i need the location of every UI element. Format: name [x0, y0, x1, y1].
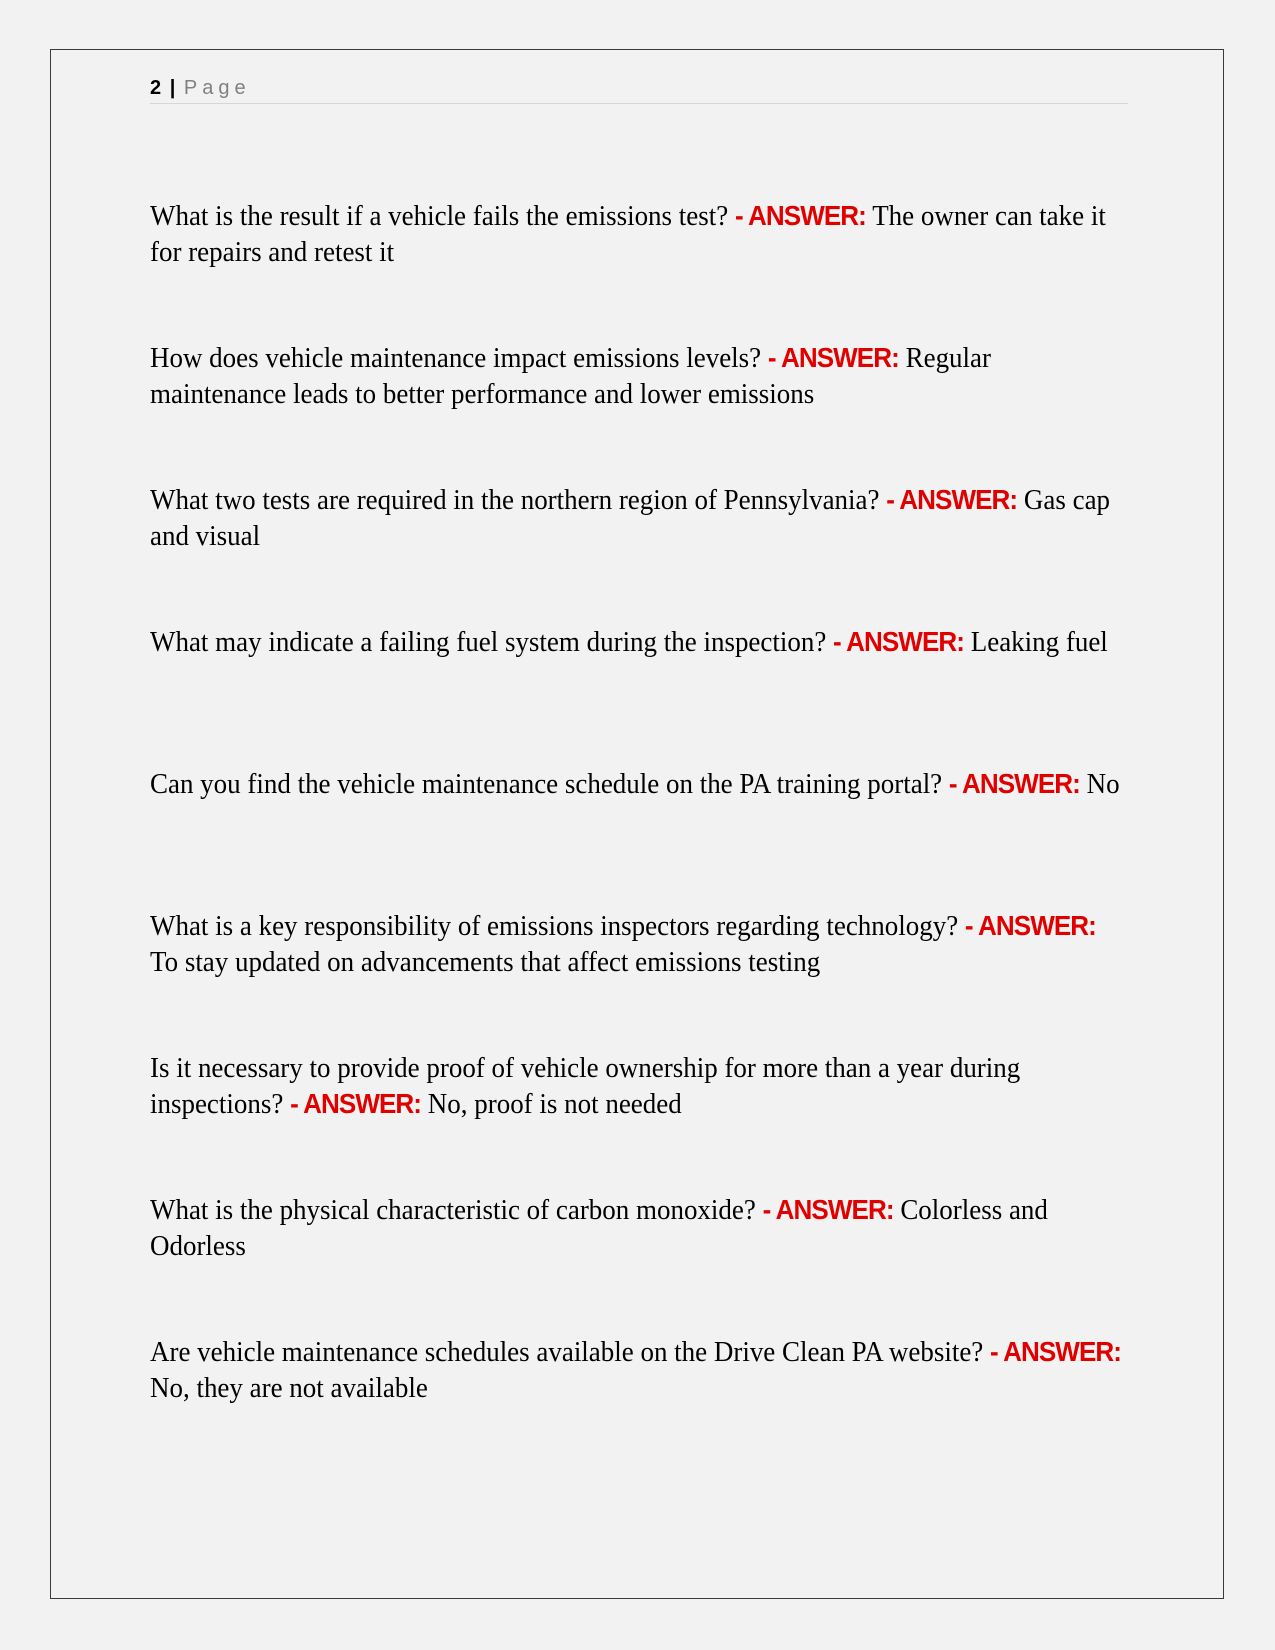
question-text: What may indicate a failing fuel system during the inspection?: [150, 626, 827, 658]
page-header: [150, 74, 1128, 104]
answer-text: No, they are not available: [150, 1372, 428, 1404]
question-text: Can you find the vehicle maintenance schedule on the PA training portal?: [150, 768, 943, 800]
question-text: What is the physical characteristic of carbon monoxide?: [150, 1194, 756, 1226]
answer-text: Regular maintenance leads to better performance and lower emissions: [150, 342, 991, 410]
question-text: What two tests are required in the northern region of Pennsylvania?: [150, 484, 880, 516]
answer-label: - ANSWER:: [734, 200, 866, 231]
answer-label: - ANSWER:: [948, 768, 1080, 799]
question-text: Are vehicle maintenance schedules available on the Drive Clean PA website?: [150, 1336, 984, 1368]
answer-label: - ANSWER:: [833, 626, 965, 657]
answer-text: Leaking fuel: [970, 626, 1108, 658]
answer-text: The owner can take it for repairs and retest it: [150, 200, 1106, 268]
qa-item: [150, 1050, 1130, 1192]
qa-item: [150, 624, 1130, 766]
qa-item: [150, 1334, 1130, 1476]
answer-label: - ANSWER:: [886, 484, 1018, 515]
answer-text: No: [1086, 768, 1120, 800]
answer-text: Colorless and Odorless: [150, 1194, 1048, 1262]
answer-text: Gas cap and visual: [150, 484, 1111, 552]
qa-item: [150, 198, 1130, 340]
answer-label: - ANSWER:: [290, 1088, 422, 1119]
answer-text: No, proof is not needed: [427, 1088, 682, 1120]
question-text: What is a key responsibility of emissions inspectors regarding technology?: [150, 910, 959, 942]
question-text: How does vehicle maintenance impact emissions levels?: [150, 342, 762, 374]
question-text: What is the result if a vehicle fails the emissions test?: [150, 200, 729, 232]
answer-text: To stay updated on advancements that affect emissions testing: [150, 946, 821, 978]
qa-item: [150, 340, 1130, 482]
page-word: Page: [183, 77, 251, 99]
qa-item: [150, 908, 1130, 1050]
page-number: 2: [150, 77, 162, 99]
header-separator: |: [169, 77, 176, 99]
qa-item: [150, 482, 1130, 624]
answer-label: - ANSWER:: [990, 1336, 1122, 1367]
qa-item: [150, 766, 1130, 908]
qa-list: [150, 198, 1130, 1476]
question-text: Is it necessary to provide proof of vehicle ownership for more than a year during inspections?: [150, 1052, 1021, 1120]
answer-label: - ANSWER:: [762, 1194, 894, 1225]
answer-label: - ANSWER:: [767, 342, 899, 373]
qa-item: [150, 1192, 1130, 1334]
answer-label: - ANSWER:: [964, 910, 1096, 941]
